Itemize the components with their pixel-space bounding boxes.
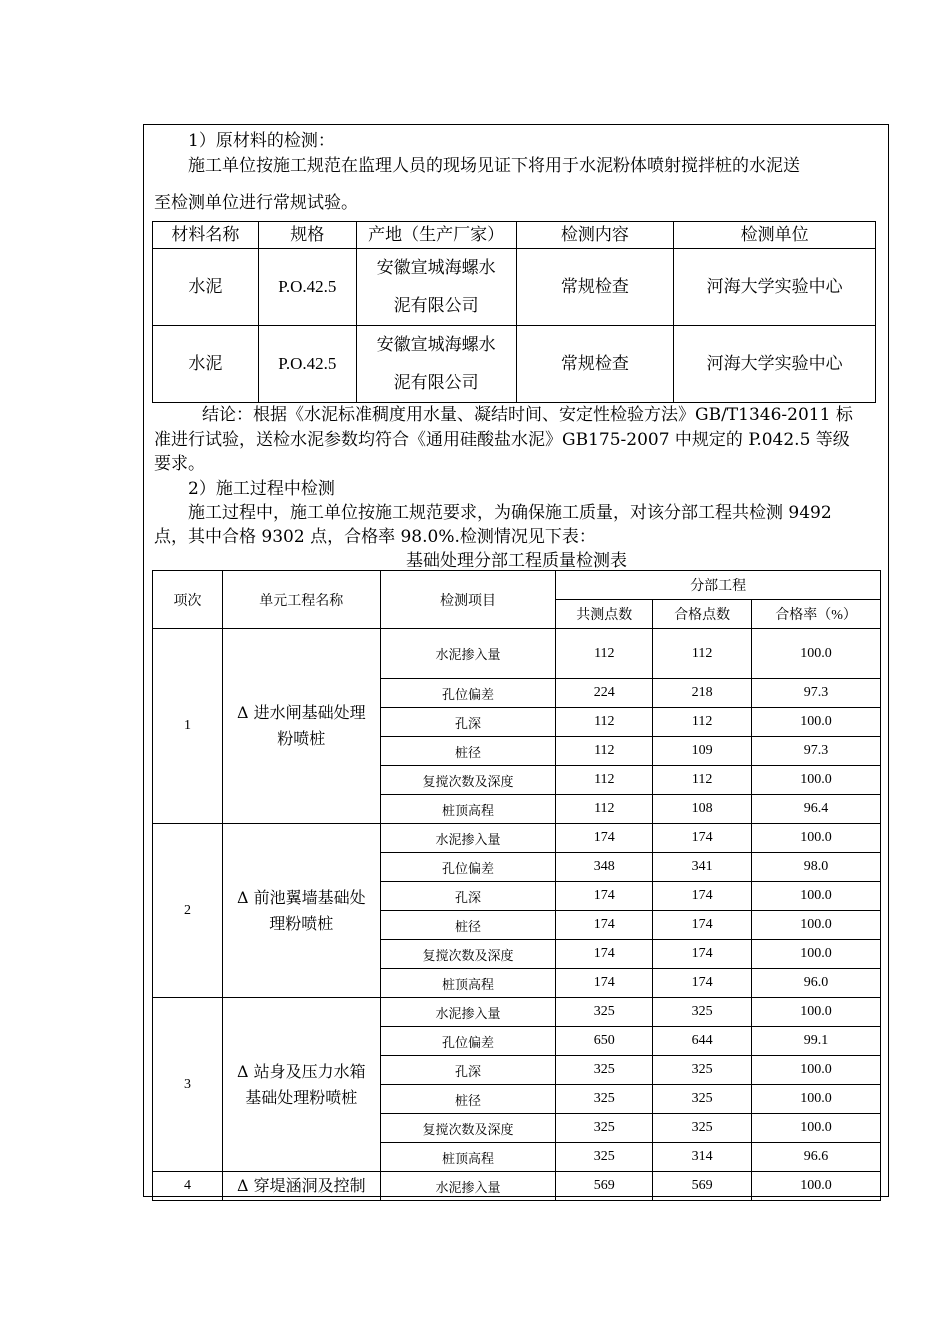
origin-line1: 安徽宣城海螺水: [376, 335, 496, 355]
pass-points-cell: 569: [653, 1172, 752, 1201]
pass-points-cell: 174: [653, 969, 752, 998]
pass-points-cell: 112: [653, 708, 752, 737]
total-points-cell: 112: [556, 766, 653, 795]
pass-points-cell: 174: [653, 911, 752, 940]
total-points-cell: 650: [556, 1027, 653, 1056]
pass-rate-cell: 100.0: [752, 998, 881, 1027]
test-item-cell: 孔位偏差: [380, 853, 556, 882]
unit-name-cell: [222, 824, 380, 998]
unit-name-cell: [222, 1172, 380, 1201]
pass-rate-cell: 100.0: [752, 1056, 881, 1085]
total-points-cell: 174: [556, 969, 653, 998]
header-test-unit: 检测单位: [674, 222, 876, 249]
header-spec: 规格: [258, 222, 356, 249]
header-total: 共测点数: [556, 600, 653, 629]
pass-rate-cell: 100.0: [752, 1172, 881, 1201]
pass-rate-cell: 100.0: [752, 911, 881, 940]
pass-rate-cell: 96.4: [752, 795, 881, 824]
pass-rate-cell: 100.0: [752, 766, 881, 795]
test-item-cell: 孔深: [380, 882, 556, 911]
pass-rate-cell: 100.0: [752, 882, 881, 911]
total-points-cell: 174: [556, 911, 653, 940]
unit-name-line2: 基础处理粉喷桩: [245, 1087, 358, 1107]
test-item-cell: 桩径: [380, 911, 556, 940]
pass-points-cell: 109: [653, 737, 752, 766]
item-no-cell: 1: [153, 629, 223, 824]
material-test-content: 常规检查: [516, 326, 674, 403]
origin-line2: 泥有限公司: [393, 373, 479, 393]
header-rate: 合格率（%）: [752, 600, 881, 629]
item-no-cell: 2: [153, 824, 223, 998]
pass-rate-cell: 97.3: [752, 737, 881, 766]
pass-points-cell: 325: [653, 1114, 752, 1143]
pass-rate-cell: 100.0: [752, 708, 881, 737]
pass-points-cell: 218: [653, 679, 752, 708]
total-points-cell: 112: [556, 708, 653, 737]
table-row: [153, 629, 881, 679]
test-item-cell: 水泥掺入量: [380, 998, 556, 1027]
test-item-cell: 桩径: [380, 737, 556, 766]
pass-rate-cell: 100.0: [752, 1114, 881, 1143]
total-points-cell: 325: [556, 1114, 653, 1143]
material-test-unit: 河海大学实验中心: [674, 249, 876, 326]
header-test-content: 检测内容: [516, 222, 674, 249]
total-points-cell: 325: [556, 1085, 653, 1114]
total-points-cell: 174: [556, 882, 653, 911]
quality-table-caption: 基础处理分部工程质量检测表: [406, 551, 627, 571]
test-item-cell: 水泥掺入量: [380, 1172, 556, 1201]
pass-points-cell: 174: [653, 940, 752, 969]
material-origin: [356, 249, 516, 326]
pass-points-cell: 174: [653, 882, 752, 911]
header-origin: 产地（生产厂家）: [356, 222, 516, 249]
pass-rate-cell: 96.6: [752, 1143, 881, 1172]
material-test-unit: 河海大学实验中心: [674, 326, 876, 403]
test-item-cell: 孔深: [380, 708, 556, 737]
material-table: [152, 221, 876, 403]
total-points-cell: 112: [556, 629, 653, 679]
test-item-cell: 复搅次数及深度: [380, 1114, 556, 1143]
section2-paragraph-line1: 施工过程中，施工单位按施工规范要求，为确保施工质量，对该分部工程共检测 9492: [188, 503, 832, 523]
pass-rate-cell: 97.3: [752, 679, 881, 708]
total-points-cell: 112: [556, 737, 653, 766]
pass-rate-cell: 100.0: [752, 940, 881, 969]
table-row: [153, 1172, 881, 1201]
quality-table: [152, 570, 881, 1201]
total-points-cell: 325: [556, 998, 653, 1027]
pass-rate-cell: 100.0: [752, 824, 881, 853]
header-item-no: 项次: [153, 571, 223, 629]
material-spec: P.O.42.5: [258, 249, 356, 326]
item-no-cell: 3: [153, 998, 223, 1172]
header-material-name: 材料名称: [153, 222, 259, 249]
section1-heading: 1）原材料的检测：: [188, 131, 335, 151]
unit-name-line2: 粉喷桩: [277, 729, 326, 748]
material-test-content: 常规检查: [516, 249, 674, 326]
material-name: 水泥: [153, 326, 259, 403]
table-row: [153, 998, 881, 1027]
total-points-cell: 224: [556, 679, 653, 708]
unit-name-cell: [222, 998, 380, 1172]
section2-heading: 2）施工过程中检测: [188, 479, 335, 499]
item-no-cell: 4: [153, 1172, 223, 1201]
test-item-cell: 孔位偏差: [380, 679, 556, 708]
pass-points-cell: 314: [653, 1143, 752, 1172]
pass-points-cell: 644: [653, 1027, 752, 1056]
test-item-cell: 水泥掺入量: [380, 629, 556, 679]
total-points-cell: 569: [556, 1172, 653, 1201]
total-points-cell: 112: [556, 795, 653, 824]
conclusion-line2: 准进行试验，送检水泥参数均符合《通用硅酸盐水泥》GB175-2007 中规定的 P.042.5 等级: [154, 430, 850, 450]
conclusion-line1: 结论：根据《水泥标准稠度用水量、凝结时间、安定性检验方法》GB/T1346-2011 标: [202, 405, 853, 425]
material-row: [153, 326, 876, 403]
header-pass: 合格点数: [653, 600, 752, 629]
origin-line1: 安徽宣城海螺水: [376, 258, 496, 278]
unit-name-line2: 理粉喷桩: [269, 913, 334, 933]
header-test-item: 检测项目: [380, 571, 556, 629]
pass-rate-cell: 98.0: [752, 853, 881, 882]
unit-name-line1: Δ 穿堤涵洞及控制: [236, 1176, 366, 1195]
test-item-cell: 水泥掺入量: [380, 824, 556, 853]
pass-points-cell: 325: [653, 998, 752, 1027]
pass-points-cell: 341: [653, 853, 752, 882]
test-item-cell: 复搅次数及深度: [380, 940, 556, 969]
pass-points-cell: 325: [653, 1085, 752, 1114]
test-item-cell: 桩径: [380, 1085, 556, 1114]
test-item-cell: 孔位偏差: [380, 1027, 556, 1056]
test-item-cell: 孔深: [380, 1056, 556, 1085]
test-item-cell: 复搅次数及深度: [380, 766, 556, 795]
pass-points-cell: 174: [653, 824, 752, 853]
unit-name-line1: Δ 进水闸基础处理: [236, 703, 366, 722]
material-table-header: [153, 222, 876, 249]
material-row: [153, 249, 876, 326]
pass-points-cell: 325: [653, 1056, 752, 1085]
test-item-cell: 桩顶高程: [380, 1143, 556, 1172]
pass-rate-cell: 100.0: [752, 629, 881, 679]
total-points-cell: 348: [556, 853, 653, 882]
material-origin: [356, 326, 516, 403]
pass-points-cell: 108: [653, 795, 752, 824]
unit-name-line1: Δ 站身及压力水箱: [236, 1061, 366, 1081]
test-item-cell: 桩顶高程: [380, 969, 556, 998]
material-name: 水泥: [153, 249, 259, 326]
conclusion-line3: 要求。: [154, 454, 205, 474]
header-unit-name: 单元工程名称: [222, 571, 380, 629]
pass-rate-cell: 99.1: [752, 1027, 881, 1056]
section1-paragraph-line2: 至检测单位进行常规试验。: [154, 193, 358, 213]
header-group: 分部工程: [556, 571, 881, 600]
total-points-cell: 325: [556, 1056, 653, 1085]
pass-rate-cell: 100.0: [752, 1085, 881, 1114]
total-points-cell: 174: [556, 824, 653, 853]
test-item-cell: 桩顶高程: [380, 795, 556, 824]
unit-name-cell: [222, 629, 380, 824]
pass-points-cell: 112: [653, 629, 752, 679]
section1-paragraph-line1: 施工单位按施工规范在监理人员的现场见证下将用于水泥粉体喷射搅拌桩的水泥送: [188, 156, 800, 176]
section2-paragraph-line2: 点，其中合格 9302 点，合格率 98.0%.检测情况见下表：: [154, 527, 596, 547]
total-points-cell: 325: [556, 1143, 653, 1172]
table-row: [153, 824, 881, 853]
pass-points-cell: 112: [653, 766, 752, 795]
pass-rate-cell: 96.0: [752, 969, 881, 998]
quality-header-row: [153, 571, 881, 600]
material-spec: P.O.42.5: [258, 326, 356, 403]
total-points-cell: 174: [556, 940, 653, 969]
unit-name-line1: Δ 前池翼墙基础处: [236, 887, 366, 907]
origin-line2: 泥有限公司: [393, 296, 479, 316]
